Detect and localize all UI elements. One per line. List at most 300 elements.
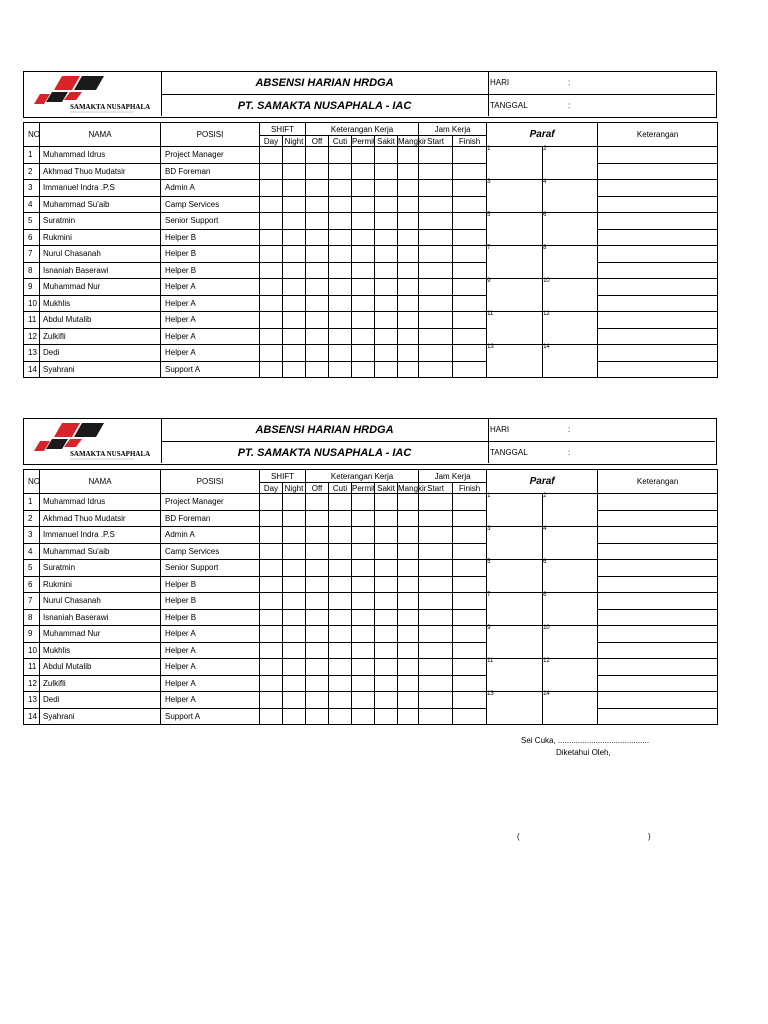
cell-keterangan[interactable]: [598, 196, 718, 213]
cell-finish[interactable]: [453, 708, 487, 725]
cell-sakit[interactable]: [375, 543, 398, 560]
cell-cuti[interactable]: [329, 279, 352, 296]
cell-off[interactable]: [306, 642, 329, 659]
cell-start[interactable]: [419, 510, 453, 527]
cell-mangkir[interactable]: [398, 312, 419, 329]
cell-start[interactable]: [419, 361, 453, 378]
cell-cuti[interactable]: [329, 576, 352, 593]
cell-permit[interactable]: [352, 345, 375, 362]
cell-start[interactable]: [419, 279, 453, 296]
cell-start[interactable]: [419, 328, 453, 345]
cell-keterangan[interactable]: [598, 510, 718, 527]
cell-permit[interactable]: [352, 295, 375, 312]
cell-finish[interactable]: [453, 229, 487, 246]
cell-day[interactable]: [260, 510, 283, 527]
cell-permit[interactable]: [352, 510, 375, 527]
cell-mangkir[interactable]: [398, 180, 419, 197]
cell-sakit[interactable]: [375, 576, 398, 593]
cell-start[interactable]: [419, 213, 453, 230]
cell-day[interactable]: [260, 246, 283, 263]
cell-keterangan[interactable]: [598, 246, 718, 263]
paraf-box[interactable]: [487, 246, 543, 279]
cell-mangkir[interactable]: [398, 213, 419, 230]
cell-start[interactable]: [419, 609, 453, 626]
cell-permit[interactable]: [352, 675, 375, 692]
cell-start[interactable]: [419, 295, 453, 312]
cell-day[interactable]: [260, 527, 283, 544]
paraf-box[interactable]: [487, 180, 543, 213]
cell-night[interactable]: [283, 576, 306, 593]
cell-keterangan[interactable]: [598, 229, 718, 246]
cell-night[interactable]: [283, 229, 306, 246]
cell-mangkir[interactable]: [398, 295, 419, 312]
cell-night[interactable]: [283, 328, 306, 345]
paraf-box[interactable]: [487, 494, 543, 527]
cell-permit[interactable]: [352, 593, 375, 610]
paraf-box[interactable]: [543, 345, 598, 378]
cell-finish[interactable]: [453, 692, 487, 709]
cell-sakit[interactable]: [375, 560, 398, 577]
cell-day[interactable]: [260, 593, 283, 610]
cell-night[interactable]: [283, 560, 306, 577]
paraf-box[interactable]: [543, 692, 598, 725]
cell-mangkir[interactable]: [398, 593, 419, 610]
cell-start[interactable]: [419, 708, 453, 725]
cell-cuti[interactable]: [329, 361, 352, 378]
cell-mangkir[interactable]: [398, 543, 419, 560]
cell-keterangan[interactable]: [598, 262, 718, 279]
cell-permit[interactable]: [352, 196, 375, 213]
cell-cuti[interactable]: [329, 262, 352, 279]
cell-start[interactable]: [419, 345, 453, 362]
cell-finish[interactable]: [453, 543, 487, 560]
cell-permit[interactable]: [352, 708, 375, 725]
cell-keterangan[interactable]: [598, 527, 718, 544]
paraf-box[interactable]: [543, 213, 598, 246]
cell-sakit[interactable]: [375, 345, 398, 362]
cell-day[interactable]: [260, 708, 283, 725]
cell-start[interactable]: [419, 576, 453, 593]
cell-start[interactable]: [419, 163, 453, 180]
cell-start[interactable]: [419, 626, 453, 643]
cell-night[interactable]: [283, 279, 306, 296]
cell-start[interactable]: [419, 494, 453, 511]
cell-sakit[interactable]: [375, 593, 398, 610]
cell-night[interactable]: [283, 494, 306, 511]
cell-off[interactable]: [306, 163, 329, 180]
cell-keterangan[interactable]: [598, 642, 718, 659]
cell-off[interactable]: [306, 675, 329, 692]
cell-sakit[interactable]: [375, 180, 398, 197]
cell-off[interactable]: [306, 659, 329, 676]
cell-off[interactable]: [306, 626, 329, 643]
cell-off[interactable]: [306, 345, 329, 362]
cell-keterangan[interactable]: [598, 708, 718, 725]
cell-start[interactable]: [419, 246, 453, 263]
cell-finish[interactable]: [453, 576, 487, 593]
cell-permit[interactable]: [352, 328, 375, 345]
cell-start[interactable]: [419, 196, 453, 213]
cell-off[interactable]: [306, 328, 329, 345]
cell-night[interactable]: [283, 361, 306, 378]
cell-off[interactable]: [306, 609, 329, 626]
cell-keterangan[interactable]: [598, 494, 718, 511]
cell-permit[interactable]: [352, 262, 375, 279]
cell-start[interactable]: [419, 692, 453, 709]
cell-sakit[interactable]: [375, 279, 398, 296]
cell-keterangan[interactable]: [598, 295, 718, 312]
cell-off[interactable]: [306, 560, 329, 577]
paraf-box[interactable]: [487, 147, 543, 180]
cell-sakit[interactable]: [375, 675, 398, 692]
cell-off[interactable]: [306, 527, 329, 544]
cell-cuti[interactable]: [329, 593, 352, 610]
cell-start[interactable]: [419, 593, 453, 610]
cell-night[interactable]: [283, 708, 306, 725]
cell-mangkir[interactable]: [398, 560, 419, 577]
hari-field[interactable]: [488, 72, 715, 95]
cell-start[interactable]: [419, 543, 453, 560]
cell-day[interactable]: [260, 213, 283, 230]
cell-day[interactable]: [260, 659, 283, 676]
cell-sakit[interactable]: [375, 642, 398, 659]
cell-finish[interactable]: [453, 163, 487, 180]
paraf-box[interactable]: [487, 213, 543, 246]
cell-day[interactable]: [260, 692, 283, 709]
cell-night[interactable]: [283, 262, 306, 279]
cell-night[interactable]: [283, 609, 306, 626]
cell-start[interactable]: [419, 180, 453, 197]
cell-off[interactable]: [306, 147, 329, 164]
cell-sakit[interactable]: [375, 246, 398, 263]
cell-day[interactable]: [260, 494, 283, 511]
cell-day[interactable]: [260, 609, 283, 626]
cell-off[interactable]: [306, 593, 329, 610]
cell-night[interactable]: [283, 295, 306, 312]
cell-keterangan[interactable]: [598, 659, 718, 676]
cell-keterangan[interactable]: [598, 312, 718, 329]
cell-mangkir[interactable]: [398, 262, 419, 279]
cell-night[interactable]: [283, 196, 306, 213]
cell-off[interactable]: [306, 576, 329, 593]
paraf-box[interactable]: [487, 527, 543, 560]
cell-start[interactable]: [419, 642, 453, 659]
cell-off[interactable]: [306, 510, 329, 527]
cell-keterangan[interactable]: [598, 147, 718, 164]
cell-finish[interactable]: [453, 345, 487, 362]
tanggal-field[interactable]: [488, 442, 715, 464]
cell-keterangan[interactable]: [598, 692, 718, 709]
cell-mangkir[interactable]: [398, 494, 419, 511]
cell-cuti[interactable]: [329, 229, 352, 246]
paraf-box[interactable]: [487, 560, 543, 593]
cell-night[interactable]: [283, 246, 306, 263]
paraf-box[interactable]: [487, 345, 543, 378]
cell-day[interactable]: [260, 229, 283, 246]
cell-keterangan[interactable]: [598, 163, 718, 180]
paraf-box[interactable]: [543, 626, 598, 659]
cell-night[interactable]: [283, 642, 306, 659]
cell-night[interactable]: [283, 593, 306, 610]
cell-mangkir[interactable]: [398, 345, 419, 362]
cell-sakit[interactable]: [375, 361, 398, 378]
cell-off[interactable]: [306, 213, 329, 230]
cell-mangkir[interactable]: [398, 692, 419, 709]
cell-cuti[interactable]: [329, 626, 352, 643]
cell-permit[interactable]: [352, 229, 375, 246]
cell-keterangan[interactable]: [598, 626, 718, 643]
cell-day[interactable]: [260, 626, 283, 643]
cell-permit[interactable]: [352, 163, 375, 180]
cell-start[interactable]: [419, 147, 453, 164]
cell-sakit[interactable]: [375, 626, 398, 643]
cell-cuti[interactable]: [329, 328, 352, 345]
cell-cuti[interactable]: [329, 213, 352, 230]
cell-finish[interactable]: [453, 560, 487, 577]
cell-permit[interactable]: [352, 543, 375, 560]
cell-finish[interactable]: [453, 626, 487, 643]
cell-keterangan[interactable]: [598, 180, 718, 197]
cell-night[interactable]: [283, 180, 306, 197]
cell-sakit[interactable]: [375, 163, 398, 180]
paraf-box[interactable]: [543, 279, 598, 312]
cell-night[interactable]: [283, 527, 306, 544]
cell-finish[interactable]: [453, 609, 487, 626]
cell-mangkir[interactable]: [398, 527, 419, 544]
cell-cuti[interactable]: [329, 609, 352, 626]
cell-off[interactable]: [306, 279, 329, 296]
cell-finish[interactable]: [453, 593, 487, 610]
cell-night[interactable]: [283, 345, 306, 362]
cell-start[interactable]: [419, 675, 453, 692]
cell-cuti[interactable]: [329, 675, 352, 692]
cell-day[interactable]: [260, 147, 283, 164]
cell-finish[interactable]: [453, 361, 487, 378]
cell-day[interactable]: [260, 576, 283, 593]
cell-off[interactable]: [306, 312, 329, 329]
cell-finish[interactable]: [453, 262, 487, 279]
cell-day[interactable]: [260, 262, 283, 279]
cell-cuti[interactable]: [329, 642, 352, 659]
cell-keterangan[interactable]: [598, 361, 718, 378]
paraf-box[interactable]: [543, 659, 598, 692]
cell-sakit[interactable]: [375, 328, 398, 345]
cell-permit[interactable]: [352, 361, 375, 378]
cell-sakit[interactable]: [375, 295, 398, 312]
cell-finish[interactable]: [453, 494, 487, 511]
paraf-box[interactable]: [487, 312, 543, 345]
cell-permit[interactable]: [352, 560, 375, 577]
cell-night[interactable]: [283, 626, 306, 643]
cell-finish[interactable]: [453, 213, 487, 230]
cell-mangkir[interactable]: [398, 675, 419, 692]
cell-mangkir[interactable]: [398, 196, 419, 213]
cell-mangkir[interactable]: [398, 361, 419, 378]
cell-off[interactable]: [306, 361, 329, 378]
paraf-box[interactable]: [543, 180, 598, 213]
cell-finish[interactable]: [453, 659, 487, 676]
cell-mangkir[interactable]: [398, 510, 419, 527]
cell-permit[interactable]: [352, 527, 375, 544]
cell-day[interactable]: [260, 196, 283, 213]
cell-sakit[interactable]: [375, 213, 398, 230]
paraf-box[interactable]: [487, 659, 543, 692]
cell-finish[interactable]: [453, 295, 487, 312]
cell-night[interactable]: [283, 312, 306, 329]
cell-finish[interactable]: [453, 196, 487, 213]
cell-permit[interactable]: [352, 147, 375, 164]
cell-cuti[interactable]: [329, 708, 352, 725]
cell-cuti[interactable]: [329, 560, 352, 577]
cell-cuti[interactable]: [329, 295, 352, 312]
tanggal-field[interactable]: [488, 95, 715, 117]
cell-night[interactable]: [283, 659, 306, 676]
cell-finish[interactable]: [453, 279, 487, 296]
cell-finish[interactable]: [453, 510, 487, 527]
cell-day[interactable]: [260, 642, 283, 659]
cell-day[interactable]: [260, 279, 283, 296]
paraf-box[interactable]: [543, 312, 598, 345]
paraf-box[interactable]: [543, 246, 598, 279]
paraf-box[interactable]: [543, 560, 598, 593]
cell-day[interactable]: [260, 180, 283, 197]
cell-finish[interactable]: [453, 675, 487, 692]
cell-sakit[interactable]: [375, 659, 398, 676]
cell-finish[interactable]: [453, 642, 487, 659]
cell-mangkir[interactable]: [398, 246, 419, 263]
cell-day[interactable]: [260, 543, 283, 560]
cell-keterangan[interactable]: [598, 593, 718, 610]
paraf-box[interactable]: [487, 626, 543, 659]
cell-start[interactable]: [419, 527, 453, 544]
cell-day[interactable]: [260, 560, 283, 577]
cell-off[interactable]: [306, 295, 329, 312]
paraf-box[interactable]: [543, 147, 598, 180]
cell-night[interactable]: [283, 543, 306, 560]
cell-day[interactable]: [260, 312, 283, 329]
cell-keterangan[interactable]: [598, 213, 718, 230]
cell-permit[interactable]: [352, 180, 375, 197]
cell-sakit[interactable]: [375, 708, 398, 725]
cell-day[interactable]: [260, 345, 283, 362]
cell-sakit[interactable]: [375, 494, 398, 511]
cell-mangkir[interactable]: [398, 576, 419, 593]
cell-mangkir[interactable]: [398, 708, 419, 725]
cell-mangkir[interactable]: [398, 279, 419, 296]
cell-cuti[interactable]: [329, 180, 352, 197]
cell-mangkir[interactable]: [398, 328, 419, 345]
cell-sakit[interactable]: [375, 609, 398, 626]
cell-start[interactable]: [419, 312, 453, 329]
cell-cuti[interactable]: [329, 659, 352, 676]
cell-mangkir[interactable]: [398, 163, 419, 180]
paraf-box[interactable]: [543, 527, 598, 560]
cell-keterangan[interactable]: [598, 279, 718, 296]
cell-cuti[interactable]: [329, 196, 352, 213]
cell-permit[interactable]: [352, 213, 375, 230]
cell-off[interactable]: [306, 692, 329, 709]
cell-sakit[interactable]: [375, 692, 398, 709]
cell-keterangan[interactable]: [598, 576, 718, 593]
cell-permit[interactable]: [352, 692, 375, 709]
cell-cuti[interactable]: [329, 527, 352, 544]
cell-permit[interactable]: [352, 642, 375, 659]
cell-keterangan[interactable]: [598, 345, 718, 362]
cell-off[interactable]: [306, 543, 329, 560]
cell-keterangan[interactable]: [598, 609, 718, 626]
cell-off[interactable]: [306, 494, 329, 511]
cell-sakit[interactable]: [375, 262, 398, 279]
cell-start[interactable]: [419, 262, 453, 279]
cell-permit[interactable]: [352, 659, 375, 676]
cell-permit[interactable]: [352, 246, 375, 263]
cell-day[interactable]: [260, 361, 283, 378]
cell-finish[interactable]: [453, 527, 487, 544]
cell-night[interactable]: [283, 692, 306, 709]
cell-day[interactable]: [260, 675, 283, 692]
cell-start[interactable]: [419, 659, 453, 676]
cell-cuti[interactable]: [329, 312, 352, 329]
cell-sakit[interactable]: [375, 196, 398, 213]
paraf-box[interactable]: [543, 494, 598, 527]
cell-day[interactable]: [260, 328, 283, 345]
cell-finish[interactable]: [453, 328, 487, 345]
cell-permit[interactable]: [352, 609, 375, 626]
cell-sakit[interactable]: [375, 312, 398, 329]
cell-mangkir[interactable]: [398, 642, 419, 659]
cell-mangkir[interactable]: [398, 229, 419, 246]
cell-night[interactable]: [283, 213, 306, 230]
cell-cuti[interactable]: [329, 543, 352, 560]
cell-finish[interactable]: [453, 147, 487, 164]
cell-sakit[interactable]: [375, 527, 398, 544]
cell-permit[interactable]: [352, 626, 375, 643]
cell-off[interactable]: [306, 229, 329, 246]
cell-start[interactable]: [419, 560, 453, 577]
cell-off[interactable]: [306, 180, 329, 197]
cell-off[interactable]: [306, 196, 329, 213]
cell-keterangan[interactable]: [598, 560, 718, 577]
cell-cuti[interactable]: [329, 345, 352, 362]
paraf-box[interactable]: [487, 593, 543, 626]
cell-mangkir[interactable]: [398, 147, 419, 164]
cell-cuti[interactable]: [329, 494, 352, 511]
cell-keterangan[interactable]: [598, 328, 718, 345]
cell-cuti[interactable]: [329, 163, 352, 180]
cell-finish[interactable]: [453, 246, 487, 263]
cell-cuti[interactable]: [329, 510, 352, 527]
cell-permit[interactable]: [352, 279, 375, 296]
cell-finish[interactable]: [453, 312, 487, 329]
cell-off[interactable]: [306, 262, 329, 279]
cell-sakit[interactable]: [375, 147, 398, 164]
cell-off[interactable]: [306, 708, 329, 725]
cell-finish[interactable]: [453, 180, 487, 197]
hari-field[interactable]: [488, 419, 715, 442]
cell-mangkir[interactable]: [398, 626, 419, 643]
cell-day[interactable]: [260, 163, 283, 180]
cell-night[interactable]: [283, 163, 306, 180]
cell-keterangan[interactable]: [598, 675, 718, 692]
paraf-box[interactable]: [543, 593, 598, 626]
cell-night[interactable]: [283, 147, 306, 164]
cell-mangkir[interactable]: [398, 609, 419, 626]
cell-cuti[interactable]: [329, 246, 352, 263]
cell-night[interactable]: [283, 510, 306, 527]
cell-night[interactable]: [283, 675, 306, 692]
cell-off[interactable]: [306, 246, 329, 263]
paraf-box[interactable]: [487, 279, 543, 312]
